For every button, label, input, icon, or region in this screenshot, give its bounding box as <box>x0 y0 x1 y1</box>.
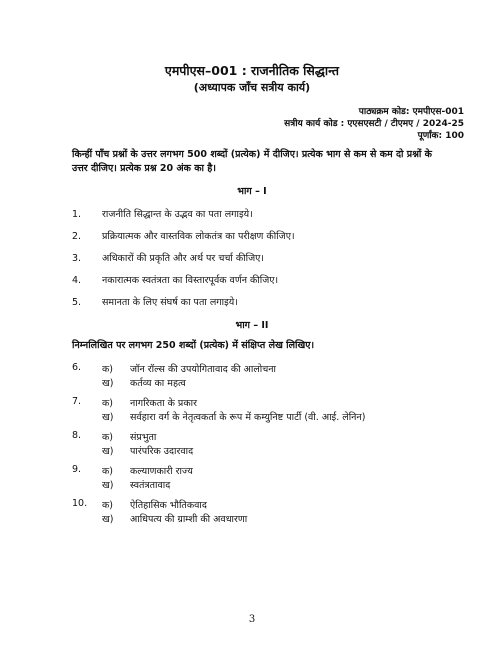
sub-question-text: नागरिकता के प्रकार <box>130 398 197 409</box>
sub-label-a: क) <box>102 466 114 477</box>
sub-question-text: कल्याणकारी राज्य <box>130 466 193 477</box>
question-number: 10. <box>72 498 88 509</box>
sub-label-b: ख) <box>102 480 114 491</box>
question-text: नकारात्मक स्वतंत्रता का विस्तारपूर्वक वर्णन कीजिए। <box>102 275 279 286</box>
sub-question-text: स्वतंत्रतावाद <box>130 480 171 491</box>
question-8b <box>72 444 452 456</box>
sub-question-text: संप्रभुता <box>130 432 157 443</box>
question-text: अधिकारों की प्रकृति और अर्थ पर चर्चा कीजिए। <box>102 253 264 264</box>
sub-label-a: क) <box>102 398 114 409</box>
sub-question-text: जॉन रॉल्स की उपयोगितावाद की आलोचना <box>130 364 276 375</box>
question-text: राजनीति सिद्धान्त के उद्भव का पता लगाइये। <box>102 209 253 220</box>
question-10a <box>72 498 452 510</box>
sub-label-b: ख) <box>102 412 114 423</box>
question-5 <box>72 295 238 308</box>
sub-label-a: क) <box>102 432 114 443</box>
page-title: एमपीएस–001 : राजनीतिक सिद्धान्त <box>164 63 340 78</box>
course-code: पाठ्यक्रम कोड: एमपीएस-001 <box>358 107 464 117</box>
general-instructions: किन्हीं पाँच प्रश्नों के उत्तर लगभग 500 शब्दों (प्रत्येक) में दीजिए। प्रत्येक भाग से कम से कम दो प्रश्नों के उत्तर दीजिए। प्रत्येक प्रश्न 20 अंक का है। <box>72 149 432 174</box>
page-subtitle: (अध्यापक जाँच सत्रीय कार्य) <box>193 81 311 94</box>
question-1 <box>72 207 253 220</box>
question-number: 3. <box>72 253 82 264</box>
question-number: 7. <box>72 396 82 407</box>
sub-label-a: क) <box>102 364 114 375</box>
assignment-code: सत्रीय कार्य कोड : एएसएसटी / टीएमए / 2024-25 <box>284 119 464 129</box>
question-6b <box>72 376 452 388</box>
question-4 <box>72 273 278 286</box>
sub-label-b: ख) <box>102 514 114 525</box>
sub-question-text: कर्तव्य का महत्व <box>130 378 186 389</box>
question-number: 8. <box>72 430 82 441</box>
question-7b <box>72 410 452 422</box>
question-number: 4. <box>72 275 82 286</box>
question-text: प्रक्रियात्मक और वास्तविक लोकतंत्र का परीक्षण कीजिए। <box>102 231 295 242</box>
sub-label-b: ख) <box>102 446 114 457</box>
sub-question-text: आधिपत्य की ग्राम्शी की अवधारणा <box>130 514 248 525</box>
question-8a <box>72 430 452 442</box>
sub-question-text: सर्वहारा वर्ग के नेतृत्वकर्ता के रूप में कम्युनिष्ट पार्टी (वी. आई. लेनिन) <box>130 412 366 423</box>
question-9b <box>72 478 452 490</box>
question-text: समानता के लिए संघर्ष का पता लगाइये। <box>102 297 238 308</box>
question-7a <box>72 396 452 408</box>
sub-question-text: पारंपरिक उदारवाद <box>130 446 194 457</box>
page-number: 3 <box>248 614 256 625</box>
part-1-heading: भाग – I <box>237 186 267 197</box>
sub-label-b: ख) <box>102 378 114 389</box>
question-2 <box>72 229 295 242</box>
question-9a <box>72 464 452 476</box>
question-number: 1. <box>72 209 82 220</box>
question-number: 5. <box>72 297 82 308</box>
question-number: 6. <box>72 362 82 373</box>
max-marks: पूर्णांक: 100 <box>417 131 464 141</box>
part-2-heading: भाग – II <box>235 320 269 331</box>
question-3 <box>72 251 264 264</box>
sub-label-a: क) <box>102 500 114 511</box>
question-10b <box>72 512 452 524</box>
sub-question-text: ऐतिहासिक भौतिकवाद <box>130 500 207 511</box>
question-6a <box>72 362 452 374</box>
question-number: 9. <box>72 464 82 475</box>
part-2-instruction: निम्नलिखित पर लगभग 250 शब्दों (प्रत्येक) में संक्षिप्त लेख लिखिए। <box>72 340 315 351</box>
question-number: 2. <box>72 231 82 242</box>
